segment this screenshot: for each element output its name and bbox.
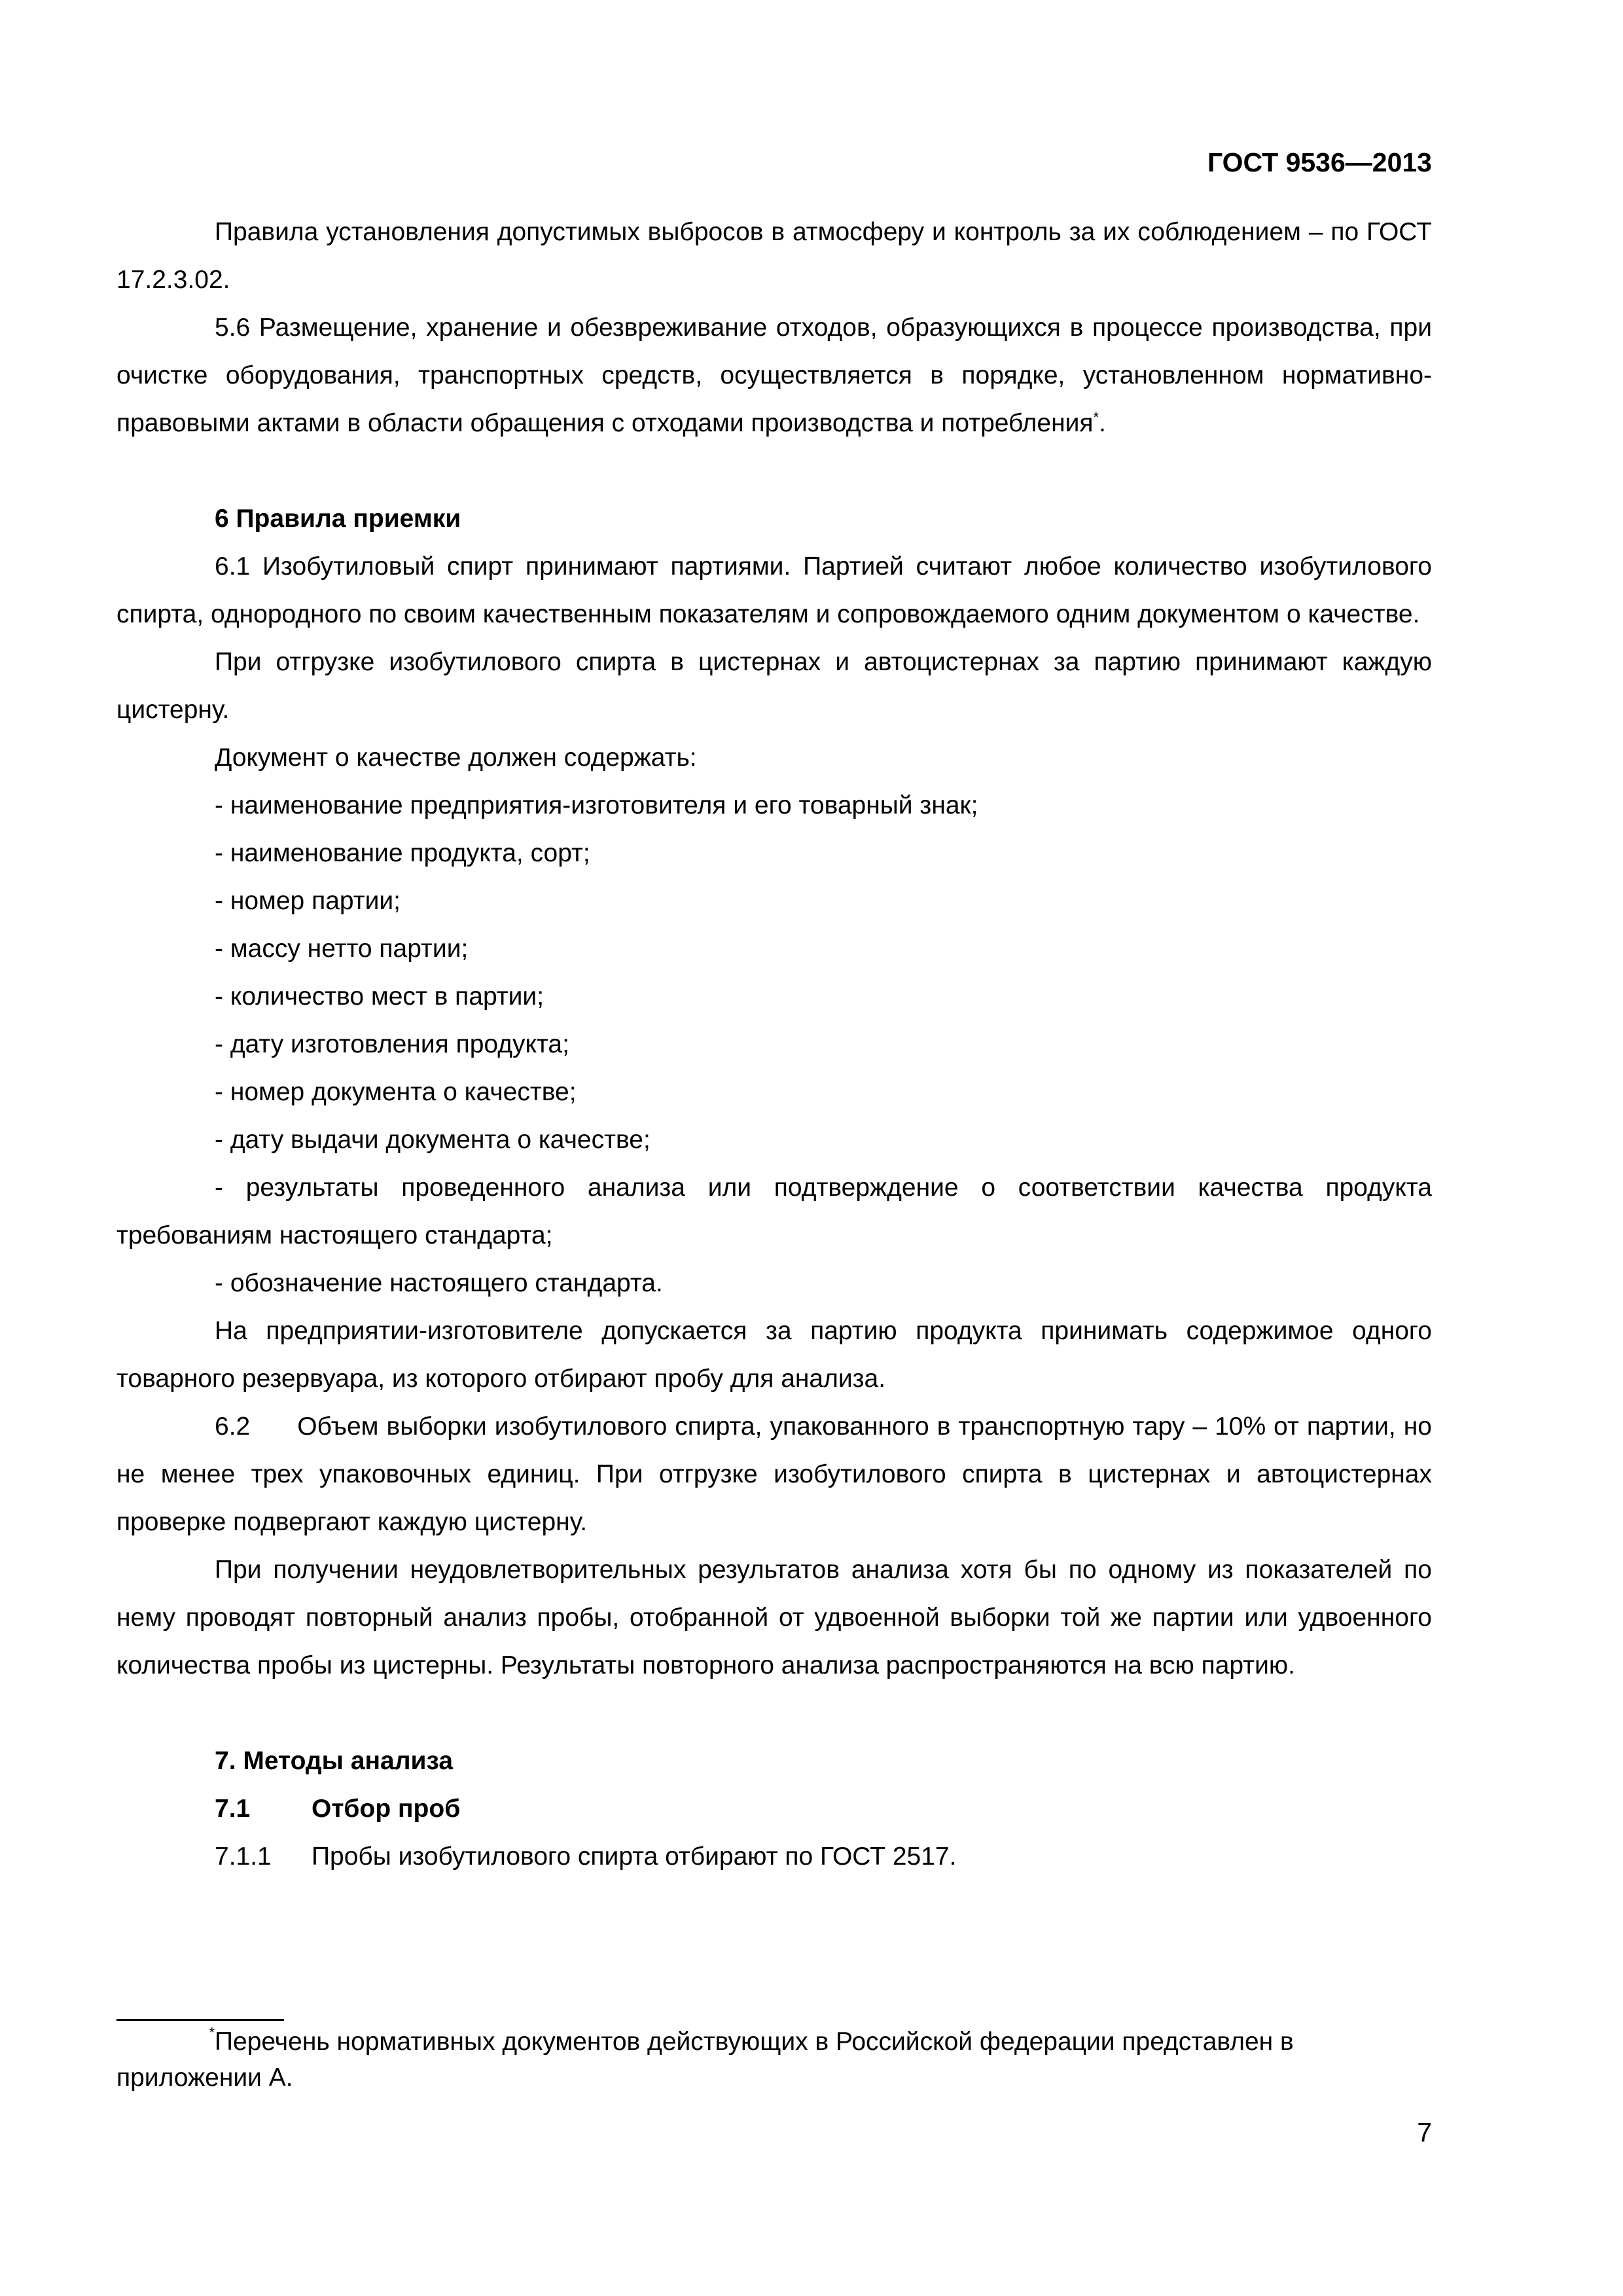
paragraph-6-2: 6.2 Объем выборки изобутилового спирта, упакованного в транспортную тару – 10% от партии, но не менее трех упаковочных единиц. При отгрузке изобутилового спирта в цистернах и автоцистернах проверке подвергают каждую цистерну. xyxy=(116,1412,1439,1536)
section-7-1-1-text: Пробы изобутилового спирта отбирают по ГОСТ 2517. xyxy=(312,1842,957,1871)
page-number: 7 xyxy=(1417,2117,1432,2147)
section-7-1-1 xyxy=(116,1833,1432,1880)
section-7-1-heading xyxy=(116,1785,1432,1833)
paragraph-5-6-end: . xyxy=(1099,409,1106,437)
footnote-reference-marker: * xyxy=(1093,409,1099,425)
section-7-1-1-number: 7.1.1 xyxy=(215,1842,272,1871)
footnote-divider xyxy=(116,2019,284,2021)
list-item: - дату выдачи документа о качестве; xyxy=(215,1126,651,1154)
list-item: - дату изготовления продукта; xyxy=(215,1030,569,1058)
paragraph-retest: При получении неудовлетворительных результатов анализа хотя бы по одному из показателей по нему проводят повторный анализ пробы, отобранной от удвоенной выборки той же партии или удвоенного количества пробы из цистерны. Результаты повторного анализа распространяются на всю партию. xyxy=(116,1556,1432,1679)
section-7-1-number: 7.1 xyxy=(215,1795,251,1823)
footnote-marker: * xyxy=(209,2024,215,2041)
list-item: - номер документа о качестве; xyxy=(215,1078,577,1106)
section-7-1-title: Отбор проб xyxy=(312,1795,461,1823)
paragraph-5-6 xyxy=(116,304,1432,447)
paragraph-reservoir: На предприятии-изготовителе допускается за партию продукта принимать содержимое одного товарного резервуара, из которого отбирают пробу для анализа. xyxy=(116,1317,1432,1393)
page-body xyxy=(116,208,1439,1880)
section-6-heading: 6 Правила приемки xyxy=(215,505,461,533)
list-item: - массу нетто партии; xyxy=(215,935,469,963)
section-7-heading: 7. Методы анализа xyxy=(215,1747,454,1775)
footnote-text: Перечень нормативных документов действующих в Российской федерации представлен в приложении А. xyxy=(116,2028,1294,2092)
paragraph-emissions: Правила установления допустимых выбросов в атмосферу и контроль за их соблюдением – по ГОСТ 17.2.3.02. xyxy=(116,218,1432,294)
list-item: - номер партии; xyxy=(215,887,401,915)
list-item: - наименование продукта, сорт; xyxy=(215,839,590,867)
list-item: - результаты проведенного анализа или подтверждение о соответствии качества продукта требованиям настоящего стандарта; xyxy=(116,1174,1432,1249)
page-header-standard-code: ГОСТ 9536—2013 xyxy=(1207,147,1432,177)
list-item: - обозначение настоящего стандарта. xyxy=(215,1269,663,1297)
paragraph-document-intro: Документ о качестве должен содержать: xyxy=(215,744,697,772)
list-item: - наименование предприятия-изготовителя и его товарный знак; xyxy=(215,791,978,819)
list-item: - количество мест в партии; xyxy=(215,982,544,1011)
footnote xyxy=(116,2024,1432,2096)
paragraph-5-6-text: 5.6 Размещение, хранение и обезвреживание отходов, образующихся в процессе производства, при очистке оборудования, транспортных средств, осуществляется в порядке, установленном нормативно-правовыми актами в области обращения с отходами производства и потребления xyxy=(116,314,1432,437)
paragraph-6-1: 6.1 Изобутиловый спирт принимают партиями. Партией считают любое количество изобутилового спирта, однородного по своим качественным показателям и сопровождаемого одним документом о качестве. xyxy=(116,552,1432,628)
paragraph-tanks: При отгрузке изобутилового спирта в цистернах и автоцистернах за партию принимают каждую цистерну. xyxy=(116,648,1432,724)
